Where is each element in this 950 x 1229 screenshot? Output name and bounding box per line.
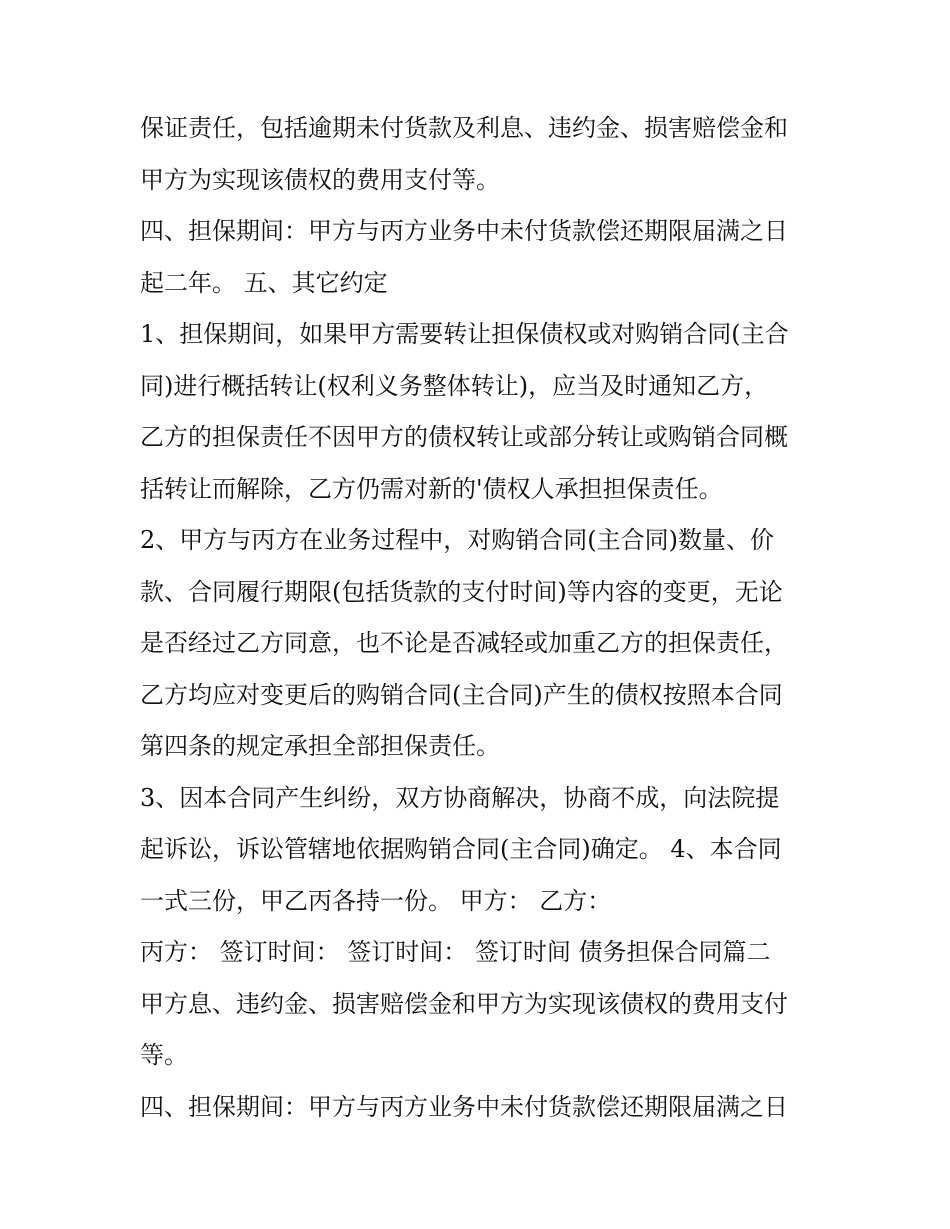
text-line-11: 是否经过乙方同意，也不论是否减轻或加重乙方的担保责任，	[140, 629, 788, 657]
text-line-8: 括转让而解除，乙方仍需对新的'债权人承担担保责任。	[140, 474, 723, 503]
text-line-7: 乙方的担保责任不因甲方的债权转让或部分转让或购销合同概	[140, 423, 788, 451]
text-line-4: 起二年。 五、其它约定	[140, 268, 388, 297]
document-body	[140, 103, 820, 1133]
text-line-19: 等。	[140, 1041, 188, 1069]
text-line-1: 保证责任，包括逾期未付货款及利息、违约金、损害赔偿金和	[140, 114, 788, 142]
text-line-18: 甲方息、违约金、损害赔偿金和甲方为实现该债权的费用支付	[140, 989, 788, 1018]
text-line-3: 四、担保期间：甲方与丙方业务中未付货款偿还期限届满之日	[140, 217, 788, 245]
text-line-16: 一式三份，甲乙丙各持一份。 甲方： 乙方：	[140, 886, 612, 915]
text-line-13: 第四条的规定承担全部担保责任。	[140, 732, 500, 760]
text-line-10: 款、合同履行期限(包括货款的支付时间)等内容的变更，无论	[140, 577, 783, 606]
text-line-9: 2、甲方与丙方在业务过程中，对购销合同(主合同)数量、价	[140, 526, 774, 554]
text-line-20: 四、担保期间：甲方与丙方业务中未付货款偿还期限届满之日	[140, 1092, 788, 1121]
text-line-15: 起诉讼，诉讼管辖地依据购销合同(主合同)确定。 4、本合同	[140, 835, 782, 863]
text-line-5: 1、担保期间，如果甲方需要转让担保债权或对购销合同(主合	[140, 320, 789, 348]
text-line-2: 甲方为实现该债权的费用支付等。	[140, 165, 500, 194]
text-line-6: 同)进行概括转让(权利义务整体转让)，应当及时通知乙方，	[140, 371, 769, 400]
text-line-12: 乙方均应对变更后的购销合同(主合同)产生的债权按照本合同	[140, 680, 783, 709]
text-line-17: 丙方： 签订时间： 签订时间： 签订时间 债务担保合同篇二	[140, 938, 771, 966]
text-line-14: 3、因本合同产生纠纷，双方协商解决，协商不成，向法院提	[140, 783, 780, 812]
